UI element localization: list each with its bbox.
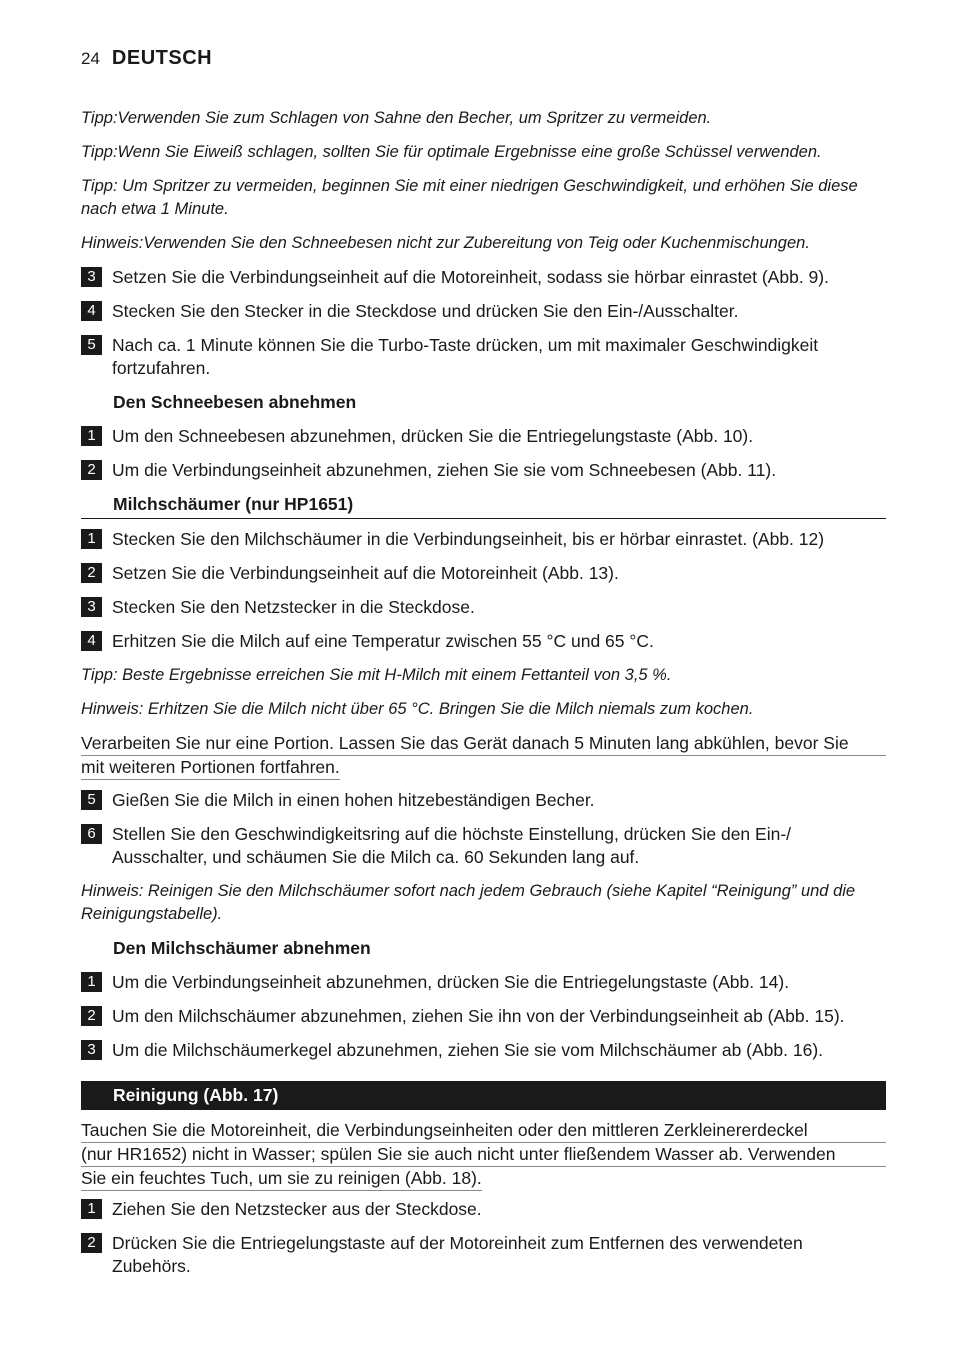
step-number: 1 xyxy=(81,972,102,992)
note-whisk: Hinweis:Verwenden Sie den Schneebesen nicht zur Zubereitung von Teig oder Kuchenmischungen. xyxy=(81,234,810,252)
step-text: Um den Milchschäumer abzunehmen, ziehen Sie ihn von der Verbindungseinheit ab (Abb. 15). xyxy=(112,1006,845,1026)
step-item xyxy=(81,1039,886,1062)
step-number: 3 xyxy=(81,1040,102,1060)
step-item xyxy=(81,823,886,869)
step-item xyxy=(81,528,886,551)
page-number: 24 xyxy=(81,49,100,68)
step-number: 2 xyxy=(81,1006,102,1026)
step-text: Ziehen Sie den Netzstecker aus der Steckdose. xyxy=(112,1199,482,1219)
tip-milk: Tipp: Beste Ergebnisse erreichen Sie mit H-Milch mit einem Fettanteil von 3,5 %. xyxy=(81,666,672,684)
step-text: Drücken Sie die Entriegelungstaste auf der Motoreinheit zum Entfernen des verwendeten Zubehörs. xyxy=(112,1233,803,1276)
step-number: 1 xyxy=(81,426,102,446)
language-heading: DEUTSCH xyxy=(111,47,213,69)
warning-line: Sie ein feuchtes Tuch, um sie zu reinigen (Abb. 18). xyxy=(81,1167,482,1191)
step-number: 3 xyxy=(81,597,102,617)
page-header xyxy=(81,47,212,73)
step-text: Stecken Sie den Stecker in die Steckdose und drücken Sie den Ein-/Ausschalter. xyxy=(112,301,739,321)
step-text: Erhitzen Sie die Milch auf eine Temperatur zwischen 55 °C und 65 °C. xyxy=(112,631,654,651)
step-item xyxy=(81,1232,886,1278)
step-item xyxy=(81,971,886,994)
tip-cream: Tipp:Verwenden Sie zum Schlagen von Sahne den Becher, um Spritzer zu vermeiden. xyxy=(81,109,712,127)
warning-portion xyxy=(81,732,886,780)
step-text: Stellen Sie den Geschwindigkeitsring auf die höchste Einstellung, drücken Sie den Ein-/ Ausschalter, und schäumen Sie die Milch ca. 60 Sekunden lang auf. xyxy=(112,824,792,867)
warning-line: Verarbeiten Sie nur eine Portion. Lassen Sie das Gerät danach 5 Minuten lang abkühlen, bevor Sie xyxy=(81,732,886,756)
warning-water xyxy=(81,1119,886,1191)
step-item xyxy=(81,789,886,812)
step-number: 6 xyxy=(81,824,102,844)
step-item xyxy=(81,266,886,289)
tip-egg-white: Tipp:Wenn Sie Eiweiß schlagen, sollten Sie für optimale Ergebnisse eine große Schüssel verwenden. xyxy=(81,143,822,161)
step-text: Um die Milchschäumerkegel abzunehmen, ziehen Sie sie vom Milchschäumer ab (Abb. 16). xyxy=(112,1040,824,1060)
note-clean-line2: Reinigungstabelle). xyxy=(81,905,223,923)
subheading-milk-frother: Milchschäumer (nur HP1651) xyxy=(113,494,354,514)
section-divider xyxy=(81,518,886,519)
step-text: Stecken Sie den Milchschäumer in die Verbindungseinheit, bis er hörbar einrastet. (Abb. 12) xyxy=(112,529,825,549)
section-title-cleaning: Reinigung (Abb. 17) xyxy=(81,1081,886,1110)
step-item xyxy=(81,459,886,482)
warning-line: (nur HR1652) nicht in Wasser; spülen Sie sie auch nicht unter fließendem Wasser ab. Verwenden xyxy=(81,1143,886,1167)
warning-line: mit weiteren Portionen fortfahren. xyxy=(81,756,340,780)
step-text: Setzen Sie die Verbindungseinheit auf die Motoreinheit (Abb. 13). xyxy=(112,563,619,583)
step-text: Nach ca. 1 Minute können Sie die Turbo-Taste drücken, um mit maximaler Geschwindigkeit fortzufahren. xyxy=(112,335,819,378)
tip-splash-line1: Tipp: Um Spritzer zu vermeiden, beginnen Sie mit einer niedrigen Geschwindigkeit, und erhöhen Sie diese xyxy=(81,177,858,195)
step-item xyxy=(81,425,886,448)
step-number: 1 xyxy=(81,1199,102,1219)
step-item xyxy=(81,562,886,585)
step-text: Stecken Sie den Netzstecker in die Steckdose. xyxy=(112,597,475,617)
step-number: 3 xyxy=(81,267,102,287)
warning-line: Tauchen Sie die Motoreinheit, die Verbindungseinheiten oder den mittleren Zerkleinererdeckel xyxy=(81,1119,886,1143)
step-number: 5 xyxy=(81,790,102,810)
note-clean-line1: Hinweis: Reinigen Sie den Milchschäumer sofort nach jedem Gebrauch (siehe Kapitel “Reinigung” und die xyxy=(81,882,856,900)
step-item xyxy=(81,1198,886,1221)
step-text: Gießen Sie die Milch in einen hohen hitzebeständigen Becher. xyxy=(112,790,595,810)
step-number: 2 xyxy=(81,1233,102,1253)
subheading-remove-frother: Den Milchschäumer abnehmen xyxy=(113,938,371,958)
step-number: 2 xyxy=(81,460,102,480)
step-number: 4 xyxy=(81,301,102,321)
step-item xyxy=(81,300,886,323)
step-text: Um die Verbindungseinheit abzunehmen, ziehen Sie sie vom Schneebesen (Abb. 11). xyxy=(112,460,777,480)
step-item xyxy=(81,596,886,619)
step-item xyxy=(81,334,886,380)
step-number: 4 xyxy=(81,631,102,651)
step-text: Um die Verbindungseinheit abzunehmen, drücken Sie die Entriegelungstaste (Abb. 14). xyxy=(112,972,790,992)
step-item xyxy=(81,630,886,653)
step-number: 5 xyxy=(81,335,102,355)
step-number: 1 xyxy=(81,529,102,549)
tip-splash-line2: nach etwa 1 Minute. xyxy=(81,200,229,218)
step-text: Setzen Sie die Verbindungseinheit auf die Motoreinheit, sodass sie hörbar einrastet (Abb. 9). xyxy=(112,267,829,287)
step-item xyxy=(81,1005,886,1028)
subheading-remove-whisk: Den Schneebesen abnehmen xyxy=(113,392,357,412)
step-text: Um den Schneebesen abzunehmen, drücken Sie die Entriegelungstaste (Abb. 10). xyxy=(112,426,754,446)
note-milk-temperature: Hinweis: Erhitzen Sie die Milch nicht über 65 °C. Bringen Sie die Milch niemals zum kochen. xyxy=(81,700,754,718)
step-number: 2 xyxy=(81,563,102,583)
